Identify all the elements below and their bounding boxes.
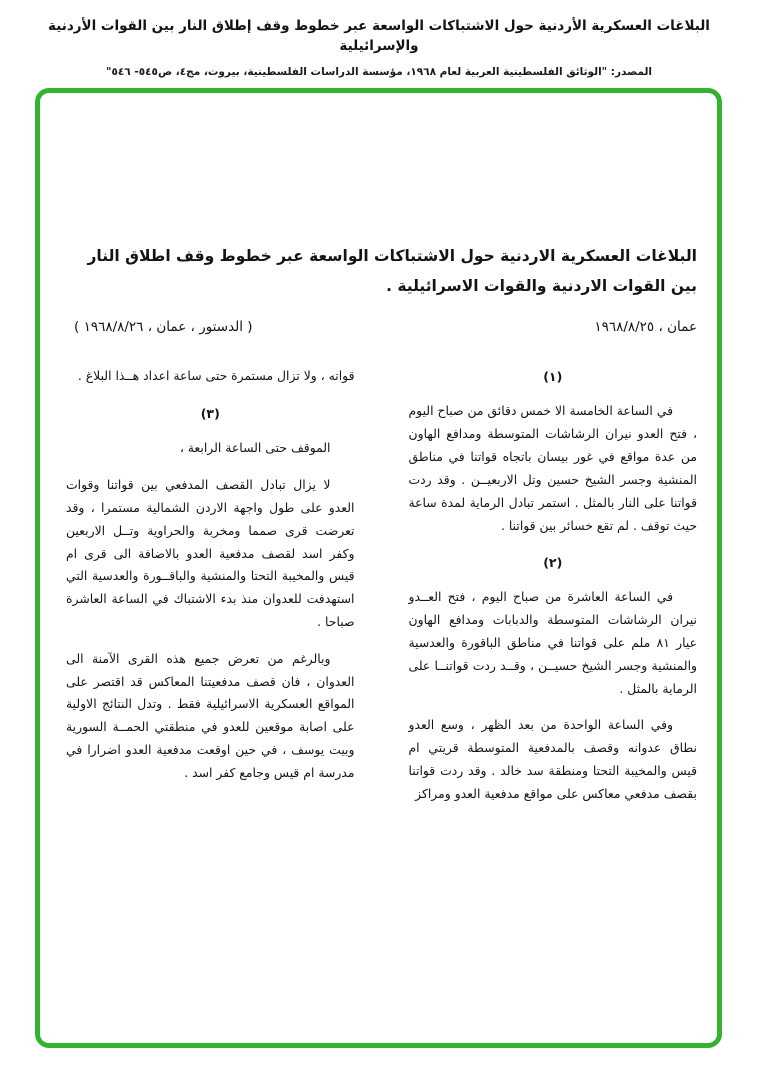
section-1-paragraph: في الساعة الخامسة الا خمس دقائق من صباح اليوم ، فتح العدو نيران الرشاشات المتوسطة ومدافع الهاون من عدة مواقع في غور بيسان باتجاه قواتنا في مناطق المنشية وجسر الشيخ حسين وتل الاربعيــن . وقد ردت قواتنا على النار بالمثل . استمر تبادل الرماية لمدة ساعة حيث توقف . لم تقع خسائر بين قواتنا . (408, 403, 697, 533)
page-header (0, 0, 758, 78)
section-3-number: (٣) (200, 406, 220, 422)
column-right (409, 365, 698, 819)
section-2-paragraph-2: وفي الساعة الواحدة من بعد الظهر ، وسع العدو نطاق عدوانه وقصف بالمدفعية المتوسطة قريتي ام قيس والمخيبة التحتا ومنطقة سد خالد . وقد ردت قواتنا بقصف مدفعي معاكس على مواقع مدفعية العدو ومراكز (408, 717, 697, 801)
continuation-paragraph: قواته ، ولا تزال مستمرة حتى ساعة اعداد هــذا البلاغ . (77, 368, 355, 384)
text-columns (66, 365, 697, 819)
section-1-number: (١) (543, 369, 563, 385)
document-page (40, 93, 717, 820)
section-3-paragraph-2: وبالرغم من تعرض جميع هذه القرى الآمنة الى العدوان ، فان قصف مدفعيتنا المعاكس قد اقتصر على المواقع العسكرية الاسرائيلية فقط . وتدل النتائج الاولية على اصابة موقعين للعدو في منطقتي الحمــة السورية وبيت يوسف ، في حين اوقعت مدفعية العدو اضرارا في مدرسة ام قيس وجامع كفر اسد . (66, 650, 355, 780)
document-title: البلاغات العسكرية الاردنية حول الاشتباكات الواسعة عبر خطوط وقف اطلاق النار بين القوات الاردنية والقوات الاسرائيلية . (87, 247, 697, 296)
header-source: المصدر: "الوثائق الفلسطينية العربية لعام ١٩٦٨، مؤسسة الدراسات الفلسطينية، بيروت، مج٤، ص٥٤٥- ٥٤٦" (105, 65, 653, 78)
dateline-place-date: عمان ، ١٩٦٨/٨/٢٥ (594, 319, 697, 336)
section-3-paragraph-1: لا يزال تبادل القصف المدفعي بين قواتنا وقوات العدو على طول واجهة الاردن الشمالية مستمرا ، وقد تعرضت قرى صمما ومخربة والحراوية وتــل الاربعين وكفر اسد لقصف مدفعية العدو بالاضافة الى قرى ام قيس والمخيبة التحتا والمنشية والباقــورة والعدسية التي استهدفت للعدوان منذ بدء الاشتباك في الساعة العاشرة صباحا . (66, 477, 355, 629)
section-3-heading: الموقف حتى الساعة الرابعة ، (179, 440, 331, 456)
section-2-paragraph-1: في الساعة العاشرة من صباح اليوم ، فتح العــدو نيران الرشاشات المتوسطة والدبابات ومدافع الهاون عيار ٨١ ملم على قواتنا في مناطق الباقورة والعدسية والمنشية وجسر الشيخ حسيــن ، وقــد ردت قواتنــا على الرماية بالمثل . (408, 589, 697, 696)
document-frame (35, 88, 722, 1048)
dateline-source: ( الدستور ، عمان ، ١٩٦٨/٨/٢٦ ) (74, 319, 253, 336)
column-left (66, 365, 355, 819)
dateline (66, 319, 697, 335)
header-title: البلاغات العسكرية الأردنية حول الاشتباكات الواسعة عبر خطوط وقف إطلاق النار بين القوات الأردنية والإسرائيلية (48, 18, 710, 55)
section-2-number: (٢) (543, 555, 563, 571)
